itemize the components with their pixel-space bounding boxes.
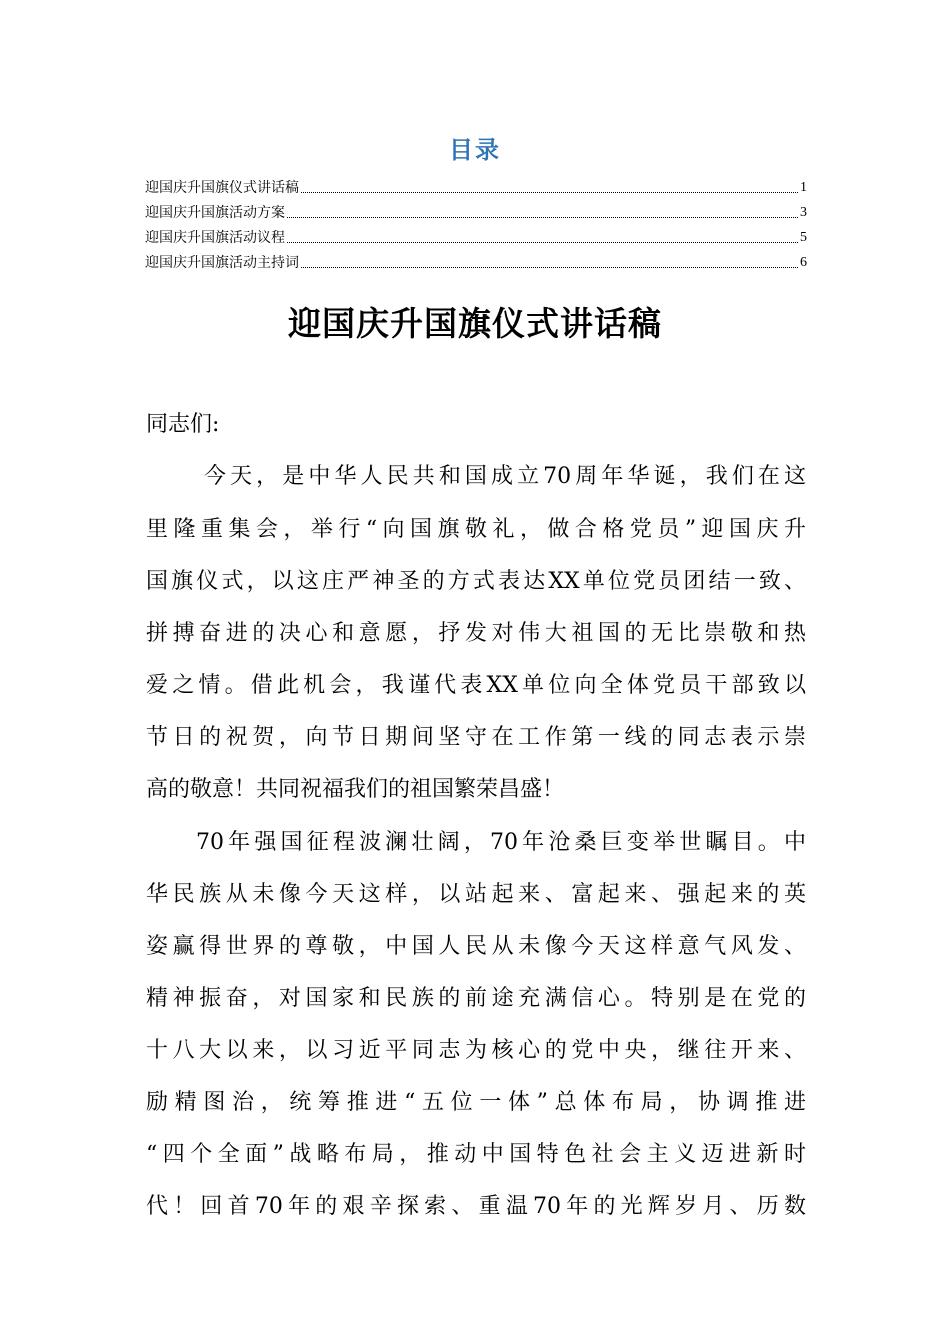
paragraph-line: 励精图治，统筹推进“五位一体”总体布局，协调推进 [146,1090,806,1115]
salutation: 同志们: [146,412,220,437]
toc-entry[interactable] [145,229,807,247]
paragraph-line: 今天，是中华人民共和国成立70周年华诞，我们在这 [204,464,806,489]
toc-entry[interactable] [145,179,807,197]
paragraph-line: 里隆重集会，举行“向国旗敬礼，做合格党员”迎国庆升 [146,517,806,542]
toc-entry-page: 6 [800,255,807,270]
paragraph-line: 十八大以来，以习近平同志为核心的党中央，继往开来、 [146,1038,806,1063]
toc-entry-label: 迎国庆升国旗活动主持词 [145,255,299,271]
toc-entry-label: 迎国庆升国旗活动方案 [145,205,285,221]
toc-entry-label: 迎国庆升国旗仪式讲话稿 [145,180,299,196]
paragraph-line: 拼搏奋进的决心和意愿，抒发对伟大祖国的无比崇敬和热 [146,621,806,646]
toc-leader-dots [287,217,798,218]
paragraph-line: 姿赢得世界的尊敬，中国人民从未像今天这样意气风发、 [146,934,806,959]
toc-entry-label: 迎国庆升国旗活动议程 [145,230,285,246]
paragraph-line: 华民族从未像今天这样，以站起来、富起来、强起来的英 [146,882,806,907]
paragraph-line: 国旗仪式，以这庄严神圣的方式表达XX单位党员团结一致、 [146,569,806,594]
toc-entry-page: 5 [800,230,807,245]
document-title: 迎国庆升国旗仪式讲话稿 [288,304,662,343]
paragraph-line: 70年强国征程波澜壮阔，70年沧桑巨变举世瞩目。中 [196,830,806,855]
paragraph-line: 精神振奋，对国家和民族的前途充满信心。特别是在党的 [146,986,806,1011]
toc-title: 目录 [449,135,501,164]
paragraph-line: “四个全面”战略布局，推动中国特色社会主义迈进新时 [146,1142,806,1167]
paragraph-line: 代！回首70年的艰辛探索、重温70年的光辉岁月、历数 [146,1194,806,1219]
toc-leader-dots [287,242,798,243]
paragraph-line: 爱之情。借此机会，我谨代表XX单位向全体党员干部致以 [146,673,806,698]
toc-entry[interactable] [145,254,807,272]
paragraph-line: 节日的祝贺，向节日期间坚守在工作第一线的同志表示崇 [146,725,806,750]
toc-entry-page: 1 [800,180,807,195]
toc-leader-dots [301,192,798,193]
toc-entry-page: 3 [800,205,807,220]
paragraph-line: 高的敬意！共同祝福我们的祖国繁荣昌盛！ [146,777,565,802]
toc-entry[interactable] [145,204,807,222]
toc-leader-dots [301,267,798,268]
